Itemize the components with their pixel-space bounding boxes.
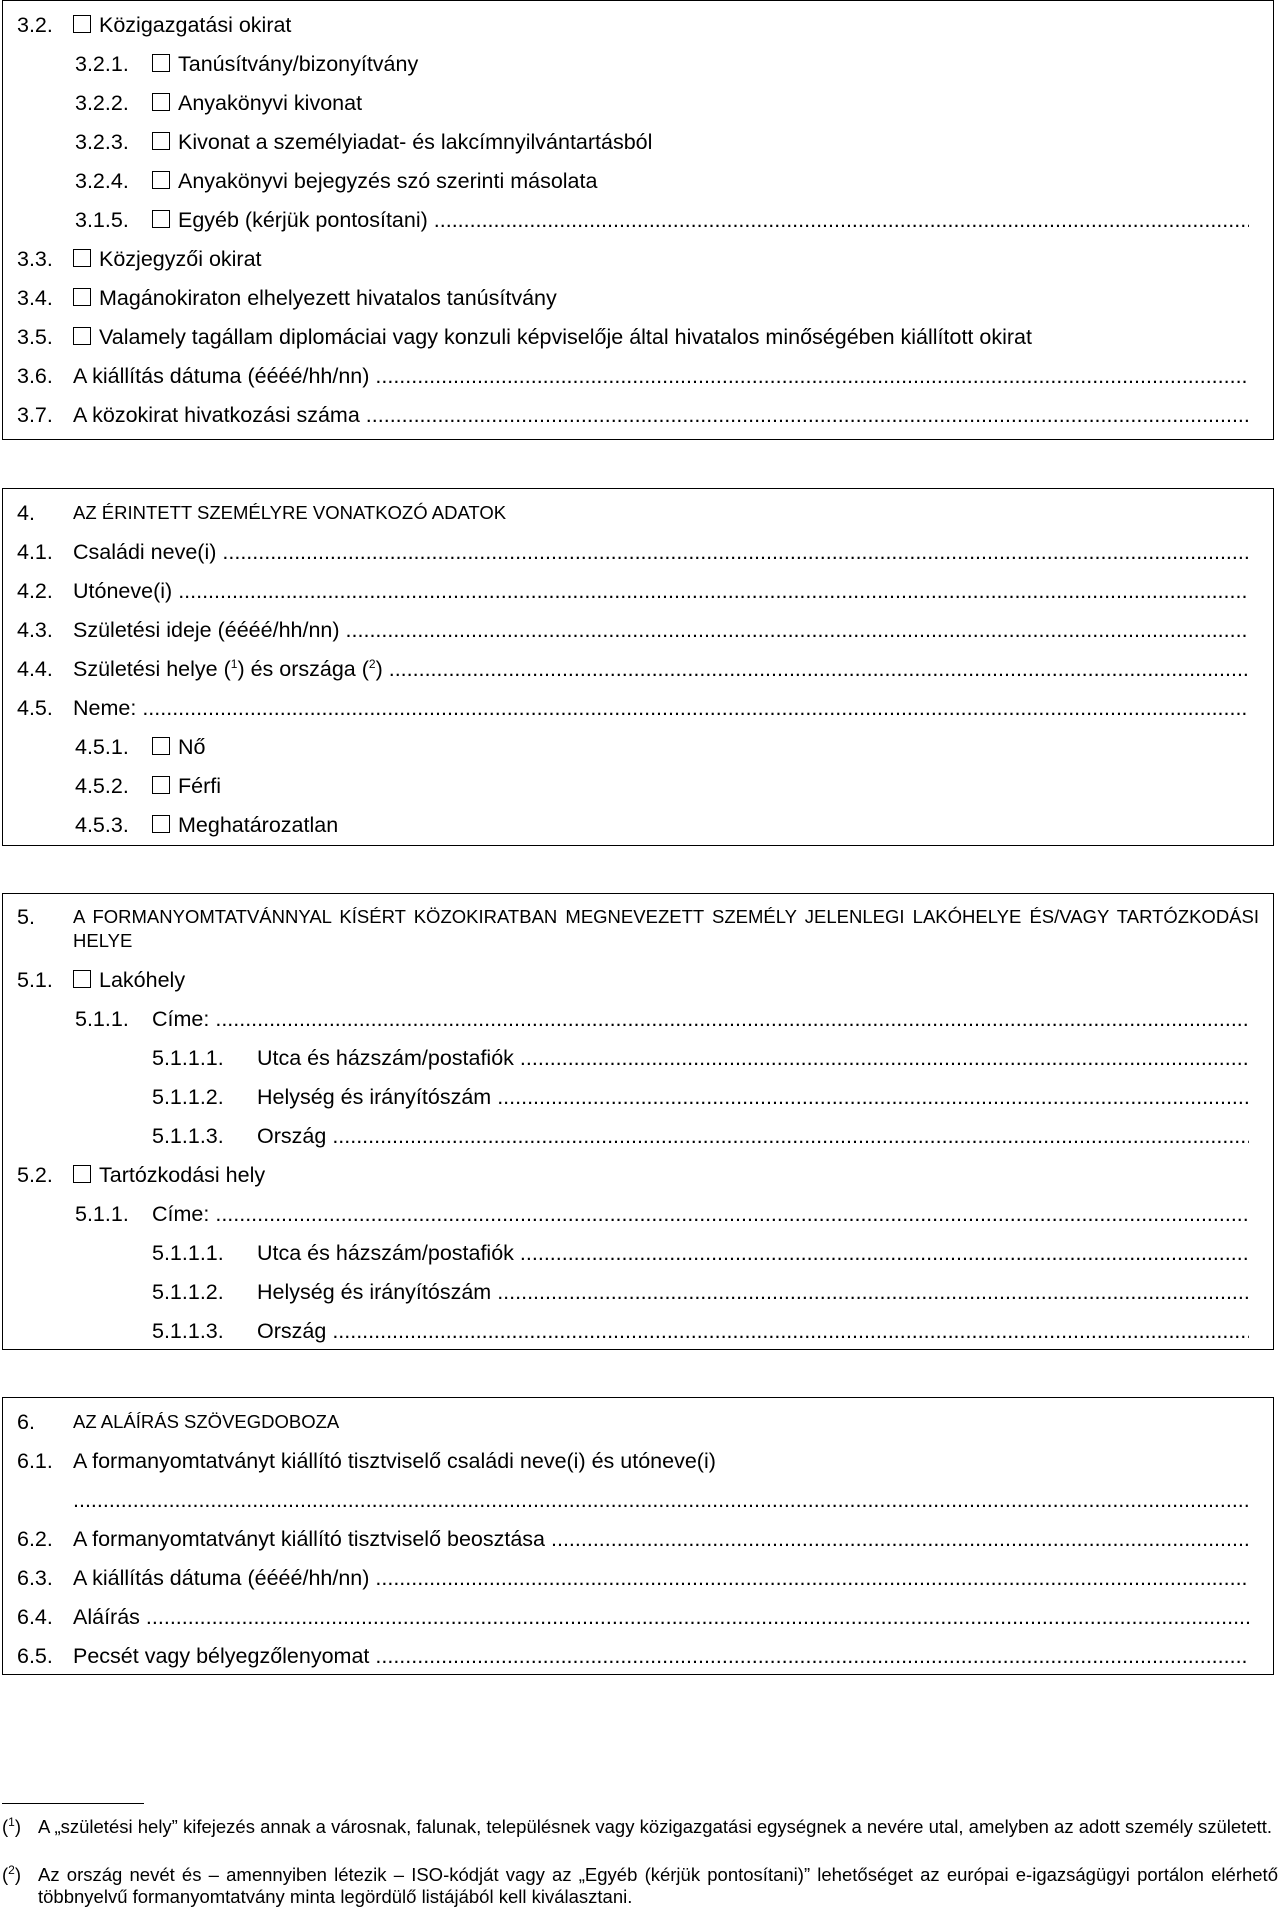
checkbox[interactable] [152, 54, 170, 72]
fill-in-line[interactable] [520, 1043, 1249, 1073]
section-title: AZ ÉRINTETT SZEMÉLYRE VONATKOZÓ ADATOK [73, 502, 507, 523]
checkbox[interactable] [152, 815, 170, 833]
item-number: 3.6. [17, 364, 53, 388]
checkbox[interactable] [152, 93, 170, 111]
item-4-4 [3, 654, 1273, 684]
item-6-1 [3, 1446, 1273, 1476]
fill-in-line[interactable] [332, 1121, 1249, 1151]
item-label: Neme: [73, 696, 137, 720]
item-number: 5.1.1. [75, 1202, 129, 1226]
fill-in-line[interactable] [222, 537, 1249, 567]
item-label: Tanúsítvány/bizonyítvány [178, 52, 419, 76]
fill-in-line[interactable] [497, 1082, 1249, 1112]
fill-in-line[interactable] [366, 400, 1249, 430]
item-label: Születési ideje (éééé/hh/nn) [73, 618, 340, 642]
fill-in-line[interactable] [215, 1004, 1249, 1034]
item-number: 5.1.1.2. [152, 1280, 224, 1304]
section-6-box [2, 1397, 1274, 1675]
footnote-separator [2, 1803, 144, 1804]
item-label: Aláírás [73, 1605, 140, 1629]
item-5-1-1-3 [3, 1121, 1273, 1151]
item-label: Egyéb (kérjük pontosítani) [178, 208, 428, 232]
item-4-5-2 [3, 771, 1273, 801]
footnote-1 [0, 1816, 1278, 1860]
item-number: 5.1.1.3. [152, 1124, 224, 1148]
checkbox[interactable] [152, 132, 170, 150]
item-label: Közjegyzői okirat [99, 247, 262, 271]
item-number: 4.5.1. [75, 735, 129, 759]
checkbox[interactable] [152, 171, 170, 189]
item-number: 3.5. [17, 325, 53, 349]
item-label: Anyakönyvi kivonat [178, 91, 363, 115]
fill-in-line[interactable] [215, 1199, 1249, 1229]
item-number: 4.3. [17, 618, 53, 642]
item-label: Ország [257, 1124, 327, 1148]
fill-in-line[interactable] [346, 615, 1249, 645]
item-6-1-line [3, 1485, 1273, 1515]
item-3-2-4 [3, 166, 1273, 196]
item-number: 5.2. [17, 1163, 53, 1187]
checkbox[interactable] [73, 327, 91, 345]
item-number: 3.2.3. [75, 130, 129, 154]
item-3-6 [3, 361, 1273, 391]
item-4-5-1 [3, 732, 1273, 762]
footnote-text: Az ország nevét és – amennyiben létezik – ISO-kódját vagy az „Egyéb (kérjük pontosítani)” lehetőséget az európai e-igazságügyi portálon elérhető többnyelvű formanyomtatvány minta legördülő listájából kell kiválasztani. [38, 1864, 1278, 1907]
item-number: 3.2. [17, 13, 53, 37]
item-label: Közigazgatási okirat [99, 13, 292, 37]
item-5-1 [3, 965, 1273, 995]
item-5-1-1-2 [3, 1082, 1273, 1112]
item-number: 5.1.1.1. [152, 1046, 224, 1070]
item-label: A formanyomtatványt kiállító tisztviselő családi neve(i) és utóneve(i) [73, 1449, 716, 1473]
item-number: 6.5. [17, 1644, 53, 1668]
item-number: 4.5.3. [75, 813, 129, 837]
item-3-1-5 [3, 205, 1273, 235]
section-title: AZ ALÁÍRÁS SZÖVEGDOBOZA [73, 1411, 340, 1432]
item-number: 4.5.2. [75, 774, 129, 798]
section-4-header [3, 498, 1273, 528]
checkbox[interactable] [73, 249, 91, 267]
fill-in-line[interactable] [389, 654, 1249, 684]
section-number: 6. [17, 1410, 35, 1434]
fill-in-line[interactable] [551, 1524, 1249, 1554]
fill-in-line[interactable] [73, 1485, 1249, 1515]
item-5-2-1-1 [3, 1238, 1273, 1268]
item-label: Valamely tagállam diplomáciai vagy konzuli képviselője által hivatalos minőségében kiállított okirat [99, 325, 1032, 349]
item-number: 6.1. [17, 1449, 53, 1473]
item-label: Tartózkodási hely [99, 1163, 266, 1187]
item-number: 4.4. [17, 657, 53, 681]
item-5-2-1-3 [3, 1316, 1273, 1346]
item-3-2-2 [3, 88, 1273, 118]
item-5-1-1 [3, 1004, 1273, 1034]
fill-in-line[interactable] [497, 1277, 1249, 1307]
item-4-5-3 [3, 810, 1273, 840]
section-number: 5. [17, 905, 35, 929]
item-5-2-1 [3, 1199, 1273, 1229]
item-number: 4.1. [17, 540, 53, 564]
item-3-2-1 [3, 49, 1273, 79]
section-5-box [2, 893, 1274, 1350]
item-label: A kiállítás dátuma (éééé/hh/nn) [73, 1566, 370, 1590]
item-number: 3.2.4. [75, 169, 129, 193]
item-label: Utca és házszám/postafiók [257, 1046, 514, 1070]
item-label: Kivonat a személyiadat- és lakcímnyilvántartásból [178, 130, 653, 154]
item-4-1 [3, 537, 1273, 567]
item-number: 4.2. [17, 579, 53, 603]
item-label: Utóneve(i) [73, 579, 173, 603]
item-label: Születési helye ($^1$) és országa ($^2$) [73, 656, 383, 681]
checkbox[interactable] [73, 288, 91, 306]
fill-in-line[interactable] [375, 1563, 1249, 1593]
item-3-3 [3, 244, 1273, 274]
fill-in-line[interactable] [375, 1641, 1249, 1671]
footnote-mark: ($^1$) [2, 1814, 22, 1837]
item-5-2 [3, 1160, 1273, 1190]
item-label: Utca és házszám/postafiók [257, 1241, 514, 1265]
item-label: Nő [178, 735, 206, 759]
item-number: 6.2. [17, 1527, 53, 1551]
item-6-5 [3, 1641, 1273, 1671]
item-label: Magánokiraton elhelyezett hivatalos tanúsítvány [99, 286, 557, 310]
item-label: Ország [257, 1319, 327, 1343]
footnote-mark: ($^2$) [2, 1862, 22, 1885]
item-number: 6.4. [17, 1605, 53, 1629]
item-label: Lakóhely [99, 968, 186, 992]
checkbox[interactable] [73, 15, 91, 33]
item-label: A közokirat hivatkozási száma [73, 403, 360, 427]
item-4-5 [3, 693, 1273, 723]
item-number: 5.1.1. [75, 1007, 129, 1031]
fill-in-line[interactable] [520, 1238, 1249, 1268]
item-5-1-1-1 [3, 1043, 1273, 1073]
item-number: 6.3. [17, 1566, 53, 1590]
item-number: 3.2.1. [75, 52, 129, 76]
item-number: 3.3. [17, 247, 53, 271]
section-title: A FORMANYOMTATVÁNNYAL KÍSÉRT KÖZOKIRATBAN MEGNEVEZETT SZEMÉLY JELENLEGI LAKÓHELYE ÉS/VAGY TARTÓZKODÁSI HELYE [73, 906, 1259, 951]
item-number: 4.5. [17, 696, 53, 720]
item-label: A kiállítás dátuma (éééé/hh/nn) [73, 364, 370, 388]
item-label: Férfi [178, 774, 221, 798]
footnote-text: A „születési hely” kifejezés annak a városnak, falunak, településnek vagy közigazgatási egységnek a nevére utal, amelyben az adott személy született. [38, 1816, 1273, 1837]
footnote-2 [0, 1864, 1278, 1908]
item-5-2-1-2 [3, 1277, 1273, 1307]
checkbox[interactable] [152, 776, 170, 794]
section-6-header [3, 1407, 1273, 1437]
fill-in-line[interactable] [178, 576, 1249, 606]
item-number: 5.1.1.3. [152, 1319, 224, 1343]
item-label: Helység és irányítószám [257, 1085, 492, 1109]
item-3-2 [3, 10, 1273, 40]
fill-in-line[interactable] [142, 693, 1249, 723]
item-6-4 [3, 1602, 1273, 1632]
item-label: Pecsét vagy bélyegzőlenyomat [73, 1644, 370, 1668]
item-number: 5.1. [17, 968, 53, 992]
footnote-ref-1[interactable]: 1 [230, 656, 238, 671]
item-4-2 [3, 576, 1273, 606]
checkbox[interactable] [152, 737, 170, 755]
fill-in-line[interactable] [332, 1316, 1249, 1346]
item-3-2-3 [3, 127, 1273, 157]
item-number: 3.1.5. [75, 208, 129, 232]
item-label: Meghatározatlan [178, 813, 339, 837]
checkbox[interactable] [152, 210, 170, 228]
fill-in-line[interactable] [146, 1602, 1249, 1632]
item-number: 3.2.2. [75, 91, 129, 115]
item-label: Anyakönyvi bejegyzés szó szerinti másolata [178, 169, 598, 193]
item-4-3 [3, 615, 1273, 645]
item-label: Családi neve(i) [73, 540, 217, 564]
fill-in-line[interactable] [434, 205, 1249, 235]
item-3-7 [3, 400, 1273, 430]
item-6-2 [3, 1524, 1273, 1554]
section-3-box [2, 0, 1274, 440]
item-3-5 [3, 322, 1273, 352]
item-label: A formanyomtatványt kiállító tisztviselő beosztása [73, 1527, 546, 1551]
checkbox[interactable] [73, 970, 91, 988]
item-6-3 [3, 1563, 1273, 1593]
checkbox[interactable] [73, 1165, 91, 1183]
item-number: 3.7. [17, 403, 53, 427]
item-number: 3.4. [17, 286, 53, 310]
section-number: 4. [17, 501, 35, 525]
fill-in-line[interactable] [375, 361, 1249, 391]
item-label: Helység és irányítószám [257, 1280, 492, 1304]
item-number: 5.1.1.1. [152, 1241, 224, 1265]
item-label: Címe: [152, 1202, 210, 1226]
section-4-box [2, 488, 1274, 846]
item-label: Címe: [152, 1007, 210, 1031]
footnote-ref-2[interactable]: 2 [368, 656, 376, 671]
item-number: 5.1.1.2. [152, 1085, 224, 1109]
item-3-4 [3, 283, 1273, 313]
